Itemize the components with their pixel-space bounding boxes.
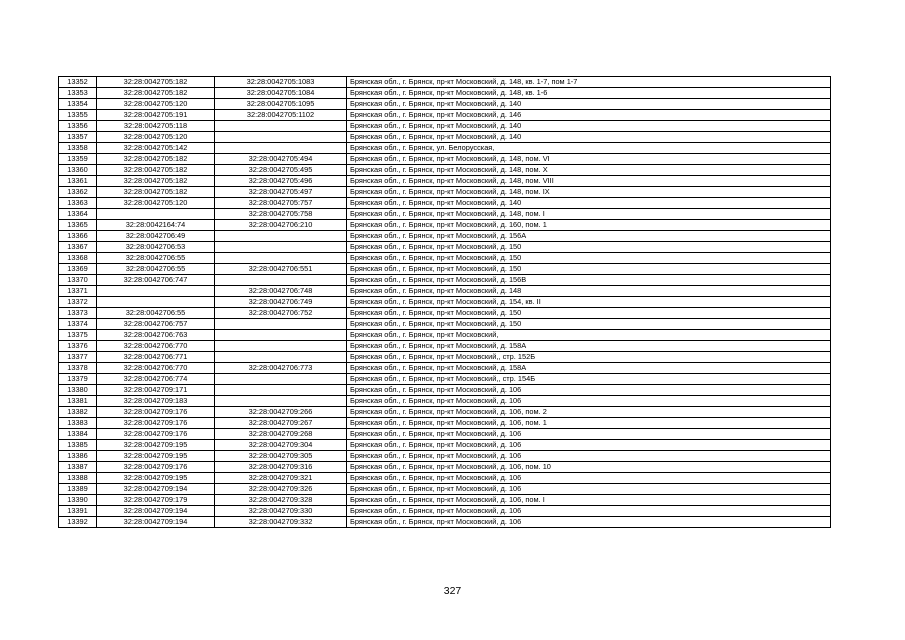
table-row bbox=[59, 462, 831, 473]
row-number-cell: 13367 bbox=[59, 242, 97, 253]
row-number-cell: 13361 bbox=[59, 176, 97, 187]
address-cell: Брянская обл., г. Брянск, пр-кт Московский, bbox=[347, 330, 831, 341]
land-cadastral-number-cell: 32:28:0042705:191 bbox=[97, 110, 215, 121]
row-number-cell: 13384 bbox=[59, 429, 97, 440]
row-number-cell: 13369 bbox=[59, 264, 97, 275]
land-cadastral-number-cell: 32:28:0042709:176 bbox=[97, 407, 215, 418]
table-row bbox=[59, 132, 831, 143]
table-row bbox=[59, 198, 831, 209]
land-cadastral-number-cell: 32:28:0042705:182 bbox=[97, 165, 215, 176]
object-cadastral-number-cell: 32:28:0042709:330 bbox=[215, 506, 347, 517]
table-row bbox=[59, 143, 831, 154]
row-number-cell: 13390 bbox=[59, 495, 97, 506]
address-cell: Брянская обл., г. Брянск, пр-кт Московский, д. 148, пом. VIII bbox=[347, 176, 831, 187]
object-cadastral-number-cell: 32:28:0042705:757 bbox=[215, 198, 347, 209]
table-row bbox=[59, 165, 831, 176]
row-number-cell: 13357 bbox=[59, 132, 97, 143]
object-cadastral-number-cell: 32:28:0042709:267 bbox=[215, 418, 347, 429]
row-number-cell: 13377 bbox=[59, 352, 97, 363]
table-row bbox=[59, 77, 831, 88]
row-number-cell: 13374 bbox=[59, 319, 97, 330]
row-number-cell: 13358 bbox=[59, 143, 97, 154]
address-cell: Брянская обл., г. Брянск, пр-кт Московский, д. 106 bbox=[347, 473, 831, 484]
object-cadastral-number-cell: 32:28:0042705:1083 bbox=[215, 77, 347, 88]
object-cadastral-number-cell: 32:28:0042709:326 bbox=[215, 484, 347, 495]
land-cadastral-number-cell: 32:28:0042705:182 bbox=[97, 154, 215, 165]
land-cadastral-number-cell: 32:28:0042705:120 bbox=[97, 198, 215, 209]
address-cell: Брянская обл., г. Брянск, пр-кт Московский, д. 148 bbox=[347, 286, 831, 297]
row-number-cell: 13375 bbox=[59, 330, 97, 341]
object-cadastral-number-cell: 32:28:0042706:752 bbox=[215, 308, 347, 319]
row-number-cell: 13373 bbox=[59, 308, 97, 319]
table-row bbox=[59, 121, 831, 132]
address-cell: Брянская обл., г. Брянск, пр-кт Московский, д. 156В bbox=[347, 275, 831, 286]
address-cell: Брянская обл., г. Брянск, пр-кт Московский, д. 106, пом. 10 bbox=[347, 462, 831, 473]
land-cadastral-number-cell: 32:28:0042709:179 bbox=[97, 495, 215, 506]
land-cadastral-number-cell: 32:28:0042706:49 bbox=[97, 231, 215, 242]
table-row bbox=[59, 473, 831, 484]
land-cadastral-number-cell: 32:28:0042706:774 bbox=[97, 374, 215, 385]
address-cell: Брянская обл., г. Брянск, пр-кт Московский, д. 150 bbox=[347, 308, 831, 319]
row-number-cell: 13356 bbox=[59, 121, 97, 132]
table-row bbox=[59, 330, 831, 341]
address-cell: Брянская обл., г. Брянск, пр-кт Московский, д. 160, пом. 1 bbox=[347, 220, 831, 231]
address-cell: Брянская обл., г. Брянск, пр-кт Московский, д. 148, пом. I bbox=[347, 209, 831, 220]
object-cadastral-number-cell: 32:28:0042706:210 bbox=[215, 220, 347, 231]
land-cadastral-number-cell: 32:28:0042709:176 bbox=[97, 462, 215, 473]
row-number-cell: 13383 bbox=[59, 418, 97, 429]
land-cadastral-number-cell: 32:28:0042706:757 bbox=[97, 319, 215, 330]
land-cadastral-number-cell: 32:28:0042706:770 bbox=[97, 363, 215, 374]
land-cadastral-number-cell: 32:28:0042706:771 bbox=[97, 352, 215, 363]
object-cadastral-number-cell: 32:28:0042705:497 bbox=[215, 187, 347, 198]
address-cell: Брянская обл., г. Брянск, пр-кт Московский, д. 106 bbox=[347, 484, 831, 495]
land-cadastral-number-cell: 32:28:0042709:194 bbox=[97, 506, 215, 517]
address-cell: Брянская обл., г. Брянск, пр-кт Московский, д. 150 bbox=[347, 264, 831, 275]
row-number-cell: 13387 bbox=[59, 462, 97, 473]
table-row bbox=[59, 264, 831, 275]
row-number-cell: 13360 bbox=[59, 165, 97, 176]
registry-table-body bbox=[59, 77, 831, 528]
table-row bbox=[59, 418, 831, 429]
address-cell: Брянская обл., г. Брянск, пр-кт Московский, д. 150 bbox=[347, 242, 831, 253]
land-cadastral-number-cell: 32:28:0042705:142 bbox=[97, 143, 215, 154]
address-cell: Брянская обл., г. Брянск, пр-кт Московский, д. 146 bbox=[347, 110, 831, 121]
row-number-cell: 13378 bbox=[59, 363, 97, 374]
row-number-cell: 13364 bbox=[59, 209, 97, 220]
address-cell: Брянская обл., г. Брянск, пр-кт Московский, д. 158А bbox=[347, 363, 831, 374]
address-cell: Брянская обл., г. Брянск, пр-кт Московский, д. 140 bbox=[347, 99, 831, 110]
land-cadastral-number-cell: 32:28:0042709:194 bbox=[97, 484, 215, 495]
row-number-cell: 13363 bbox=[59, 198, 97, 209]
land-cadastral-number-cell bbox=[97, 209, 215, 220]
table-row bbox=[59, 341, 831, 352]
table-row bbox=[59, 385, 831, 396]
address-cell: Брянская обл., г. Брянск, пр-кт Московский, д. 148, кв. 1-7, пом 1-7 bbox=[347, 77, 831, 88]
address-cell: Брянская обл., г. Брянск, пр-кт Московский, д. 106, пом. I bbox=[347, 495, 831, 506]
table-row bbox=[59, 231, 831, 242]
object-cadastral-number-cell: 32:28:0042709:332 bbox=[215, 517, 347, 528]
land-cadastral-number-cell: 32:28:0042709:171 bbox=[97, 385, 215, 396]
land-cadastral-number-cell: 32:28:0042709:195 bbox=[97, 473, 215, 484]
object-cadastral-number-cell bbox=[215, 396, 347, 407]
row-number-cell: 13379 bbox=[59, 374, 97, 385]
row-number-cell: 13354 bbox=[59, 99, 97, 110]
object-cadastral-number-cell: 32:28:0042705:1102 bbox=[215, 110, 347, 121]
row-number-cell: 13362 bbox=[59, 187, 97, 198]
object-cadastral-number-cell bbox=[215, 143, 347, 154]
land-cadastral-number-cell: 32:28:0042709:195 bbox=[97, 451, 215, 462]
object-cadastral-number-cell bbox=[215, 121, 347, 132]
address-cell: Брянская обл., г. Брянск, пр-кт Московский,, стр. 152Б bbox=[347, 352, 831, 363]
land-cadastral-number-cell bbox=[97, 286, 215, 297]
table-row bbox=[59, 451, 831, 462]
object-cadastral-number-cell: 32:28:0042706:551 bbox=[215, 264, 347, 275]
address-cell: Брянская обл., г. Брянск, пр-кт Московский, д. 106 bbox=[347, 506, 831, 517]
object-cadastral-number-cell: 32:28:0042705:1095 bbox=[215, 99, 347, 110]
table-row bbox=[59, 440, 831, 451]
address-cell: Брянская обл., г. Брянск, пр-кт Московский, д. 106 bbox=[347, 451, 831, 462]
address-cell: Брянская обл., г. Брянск, пр-кт Московский, д. 148, пом. X bbox=[347, 165, 831, 176]
table-row bbox=[59, 363, 831, 374]
address-cell: Брянская обл., г. Брянск, пр-кт Московский, д. 158А bbox=[347, 341, 831, 352]
table-row bbox=[59, 319, 831, 330]
object-cadastral-number-cell: 32:28:0042705:494 bbox=[215, 154, 347, 165]
address-cell: Брянская обл., г. Брянск, пр-кт Московский, д. 140 bbox=[347, 121, 831, 132]
address-cell: Брянская обл., г. Брянск, пр-кт Московский,, стр. 154Б bbox=[347, 374, 831, 385]
table-row bbox=[59, 374, 831, 385]
row-number-cell: 13359 bbox=[59, 154, 97, 165]
table-row bbox=[59, 407, 831, 418]
land-cadastral-number-cell: 32:28:0042706:55 bbox=[97, 308, 215, 319]
table-row bbox=[59, 275, 831, 286]
object-cadastral-number-cell bbox=[215, 319, 347, 330]
table-row bbox=[59, 209, 831, 220]
land-cadastral-number-cell bbox=[97, 297, 215, 308]
object-cadastral-number-cell: 32:28:0042709:321 bbox=[215, 473, 347, 484]
row-number-cell: 13371 bbox=[59, 286, 97, 297]
row-number-cell: 13376 bbox=[59, 341, 97, 352]
object-cadastral-number-cell: 32:28:0042706:773 bbox=[215, 363, 347, 374]
land-cadastral-number-cell: 32:28:0042705:118 bbox=[97, 121, 215, 132]
object-cadastral-number-cell bbox=[215, 231, 347, 242]
land-cadastral-number-cell: 32:28:0042705:182 bbox=[97, 187, 215, 198]
object-cadastral-number-cell bbox=[215, 330, 347, 341]
address-cell: Брянская обл., г. Брянск, пр-кт Московский, д. 140 bbox=[347, 132, 831, 143]
address-cell: Брянская обл., г. Брянск, пр-кт Московский, д. 106, пом. 2 bbox=[347, 407, 831, 418]
object-cadastral-number-cell bbox=[215, 352, 347, 363]
row-number-cell: 13353 bbox=[59, 88, 97, 99]
table-row bbox=[59, 308, 831, 319]
land-cadastral-number-cell: 32:28:0042709:176 bbox=[97, 418, 215, 429]
object-cadastral-number-cell bbox=[215, 242, 347, 253]
object-cadastral-number-cell: 32:28:0042706:748 bbox=[215, 286, 347, 297]
row-number-cell: 13352 bbox=[59, 77, 97, 88]
object-cadastral-number-cell bbox=[215, 341, 347, 352]
row-number-cell: 13381 bbox=[59, 396, 97, 407]
table-row bbox=[59, 484, 831, 495]
row-number-cell: 13365 bbox=[59, 220, 97, 231]
object-cadastral-number-cell: 32:28:0042705:758 bbox=[215, 209, 347, 220]
land-cadastral-number-cell: 32:28:0042709:195 bbox=[97, 440, 215, 451]
row-number-cell: 13370 bbox=[59, 275, 97, 286]
object-cadastral-number-cell: 32:28:0042706:749 bbox=[215, 297, 347, 308]
row-number-cell: 13385 bbox=[59, 440, 97, 451]
object-cadastral-number-cell: 32:28:0042705:496 bbox=[215, 176, 347, 187]
land-cadastral-number-cell: 32:28:0042709:176 bbox=[97, 429, 215, 440]
land-cadastral-number-cell: 32:28:0042706:55 bbox=[97, 264, 215, 275]
table-row bbox=[59, 352, 831, 363]
table-row bbox=[59, 88, 831, 99]
address-cell: Брянская обл., г. Брянск, пр-кт Московский, д. 148, пом. VI bbox=[347, 154, 831, 165]
land-cadastral-number-cell: 32:28:0042705:120 bbox=[97, 132, 215, 143]
table-row bbox=[59, 517, 831, 528]
land-cadastral-number-cell: 32:28:0042164:74 bbox=[97, 220, 215, 231]
row-number-cell: 13388 bbox=[59, 473, 97, 484]
table-row bbox=[59, 176, 831, 187]
land-cadastral-number-cell: 32:28:0042706:55 bbox=[97, 253, 215, 264]
object-cadastral-number-cell bbox=[215, 253, 347, 264]
table-row bbox=[59, 396, 831, 407]
table-row bbox=[59, 506, 831, 517]
object-cadastral-number-cell: 32:28:0042709:268 bbox=[215, 429, 347, 440]
table-row bbox=[59, 154, 831, 165]
land-cadastral-number-cell: 32:28:0042705:182 bbox=[97, 88, 215, 99]
address-cell: Брянская обл., г. Брянск, пр-кт Московский, д. 106 bbox=[347, 396, 831, 407]
address-cell: Брянская обл., г. Брянск, пр-кт Московский, д. 106 bbox=[347, 429, 831, 440]
object-cadastral-number-cell bbox=[215, 275, 347, 286]
table-row bbox=[59, 495, 831, 506]
table-row bbox=[59, 220, 831, 231]
object-cadastral-number-cell: 32:28:0042709:328 bbox=[215, 495, 347, 506]
registry-table bbox=[58, 76, 831, 528]
table-row bbox=[59, 286, 831, 297]
object-cadastral-number-cell bbox=[215, 132, 347, 143]
address-cell: Брянская обл., г. Брянск, пр-кт Московский, д. 106 bbox=[347, 517, 831, 528]
object-cadastral-number-cell bbox=[215, 385, 347, 396]
address-cell: Брянская обл., г. Брянск, пр-кт Московский, д. 106, пом. 1 bbox=[347, 418, 831, 429]
address-cell: Брянская обл., г. Брянск, пр-кт Московский, д. 156А bbox=[347, 231, 831, 242]
land-cadastral-number-cell: 32:28:0042705:120 bbox=[97, 99, 215, 110]
land-cadastral-number-cell: 32:28:0042706:770 bbox=[97, 341, 215, 352]
object-cadastral-number-cell: 32:28:0042709:304 bbox=[215, 440, 347, 451]
object-cadastral-number-cell: 32:28:0042705:1084 bbox=[215, 88, 347, 99]
land-cadastral-number-cell: 32:28:0042705:182 bbox=[97, 176, 215, 187]
row-number-cell: 13389 bbox=[59, 484, 97, 495]
address-cell: Брянская обл., г. Брянск, ул. Белорусская, bbox=[347, 143, 831, 154]
table-row bbox=[59, 429, 831, 440]
land-cadastral-number-cell: 32:28:0042706:747 bbox=[97, 275, 215, 286]
row-number-cell: 13368 bbox=[59, 253, 97, 264]
row-number-cell: 13391 bbox=[59, 506, 97, 517]
object-cadastral-number-cell: 32:28:0042709:316 bbox=[215, 462, 347, 473]
address-cell: Брянская обл., г. Брянск, пр-кт Московский, д. 148, пом. IX bbox=[347, 187, 831, 198]
table-row bbox=[59, 242, 831, 253]
land-cadastral-number-cell: 32:28:0042709:183 bbox=[97, 396, 215, 407]
row-number-cell: 13372 bbox=[59, 297, 97, 308]
table-row bbox=[59, 110, 831, 121]
object-cadastral-number-cell bbox=[215, 374, 347, 385]
address-cell: Брянская обл., г. Брянск, пр-кт Московский, д. 150 bbox=[347, 319, 831, 330]
row-number-cell: 13366 bbox=[59, 231, 97, 242]
address-cell: Брянская обл., г. Брянск, пр-кт Московский, д. 106 bbox=[347, 440, 831, 451]
table-row bbox=[59, 187, 831, 198]
land-cadastral-number-cell: 32:28:0042705:182 bbox=[97, 77, 215, 88]
address-cell: Брянская обл., г. Брянск, пр-кт Московский, д. 150 bbox=[347, 253, 831, 264]
land-cadastral-number-cell: 32:28:0042709:194 bbox=[97, 517, 215, 528]
row-number-cell: 13380 bbox=[59, 385, 97, 396]
row-number-cell: 13392 bbox=[59, 517, 97, 528]
object-cadastral-number-cell: 32:28:0042709:266 bbox=[215, 407, 347, 418]
address-cell: Брянская обл., г. Брянск, пр-кт Московский, д. 154, кв. II bbox=[347, 297, 831, 308]
page-number: 327 bbox=[443, 585, 462, 597]
land-cadastral-number-cell: 32:28:0042706:53 bbox=[97, 242, 215, 253]
object-cadastral-number-cell: 32:28:0042709:305 bbox=[215, 451, 347, 462]
row-number-cell: 13355 bbox=[59, 110, 97, 121]
table-row bbox=[59, 297, 831, 308]
table-row bbox=[59, 99, 831, 110]
address-cell: Брянская обл., г. Брянск, пр-кт Московский, д. 106 bbox=[347, 385, 831, 396]
address-cell: Брянская обл., г. Брянск, пр-кт Московский, д. 140 bbox=[347, 198, 831, 209]
table-row bbox=[59, 253, 831, 264]
object-cadastral-number-cell: 32:28:0042705:495 bbox=[215, 165, 347, 176]
address-cell: Брянская обл., г. Брянск, пр-кт Московский, д. 148, кв. 1-6 bbox=[347, 88, 831, 99]
row-number-cell: 13382 bbox=[59, 407, 97, 418]
row-number-cell: 13386 bbox=[59, 451, 97, 462]
land-cadastral-number-cell: 32:28:0042706:763 bbox=[97, 330, 215, 341]
